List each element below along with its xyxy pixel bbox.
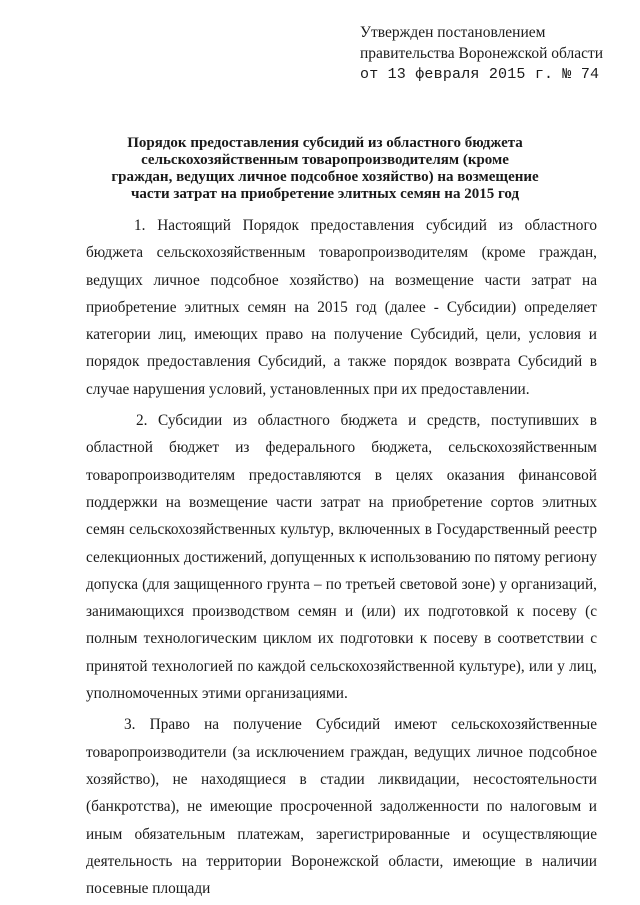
document-body	[86, 212, 597, 902]
approval-stamp	[360, 22, 620, 85]
document-title: Порядок предоставления субсидий из областного бюджета сельскохозяйственным товаропроизводителям (кроме граждан, ведущих личное подсобное хозяйство) на возмещение части затрат на приобретение элитных семян на 2015 год	[111, 135, 539, 202]
approval-line-3: от 13 февраля 2015 г. № 74	[360, 66, 600, 83]
paragraph-3: 3. Право на получение Субсидий имеют сельскохозяйственные товаропроизводители (за исключением граждан, ведущих личное подсобное хозяйство), не находящиеся в стадии ликвидации, несостоятельности (банкротства), не имеющие просроченной задолженности по налоговым и иным обязательным платежам, зарегистрированные и осуществляющие деятельность на территории Воронежской области, имеющие в наличии посевные площади	[86, 716, 597, 898]
approval-line-1: Утвержден постановлением	[360, 24, 546, 41]
paragraph-1: 1. Настоящий Порядок предоставления субсидий из областного бюджета сельскохозяйственным товаропроизводителям (кроме граждан, ведущих личное подсобное хозяйство) на возмещение части затрат на приобретение элитных семян на 2015 год (далее - Субсидии) определяет категории лиц, имеющих право на получение Субсидий, цели, условия и порядок предоставления Субсидий, а также порядок возврата Субсидий в случае нарушения условий, установленных при их предоставлении.	[86, 217, 597, 398]
paragraph-2: 2. Субсидии из областного бюджета и средств, поступивших в областной бюджет из федерального бюджета, сельскохозяйственным товаропроизводителям предоставляются в целях оказания финансовой поддержки на возмещение части затрат на приобретение сортов элитных семян сельскохозяйственных культур, включенных в Государственный реестр селекционных достижений, допущенных к использованию по пятому региону допуска (для защищенного грунта – по третьей световой зоне) у организаций, занимающихся производством семян и (или) их подготовкой к посеву (с полным технологическим циклом их подготовки к посеву в соответствии с принятой технологией по каждой сельскохозяйственной культуре), или у лиц, уполномоченных этими организациями.	[86, 412, 597, 703]
approval-line-2: правительства Воронежской области	[360, 45, 604, 62]
